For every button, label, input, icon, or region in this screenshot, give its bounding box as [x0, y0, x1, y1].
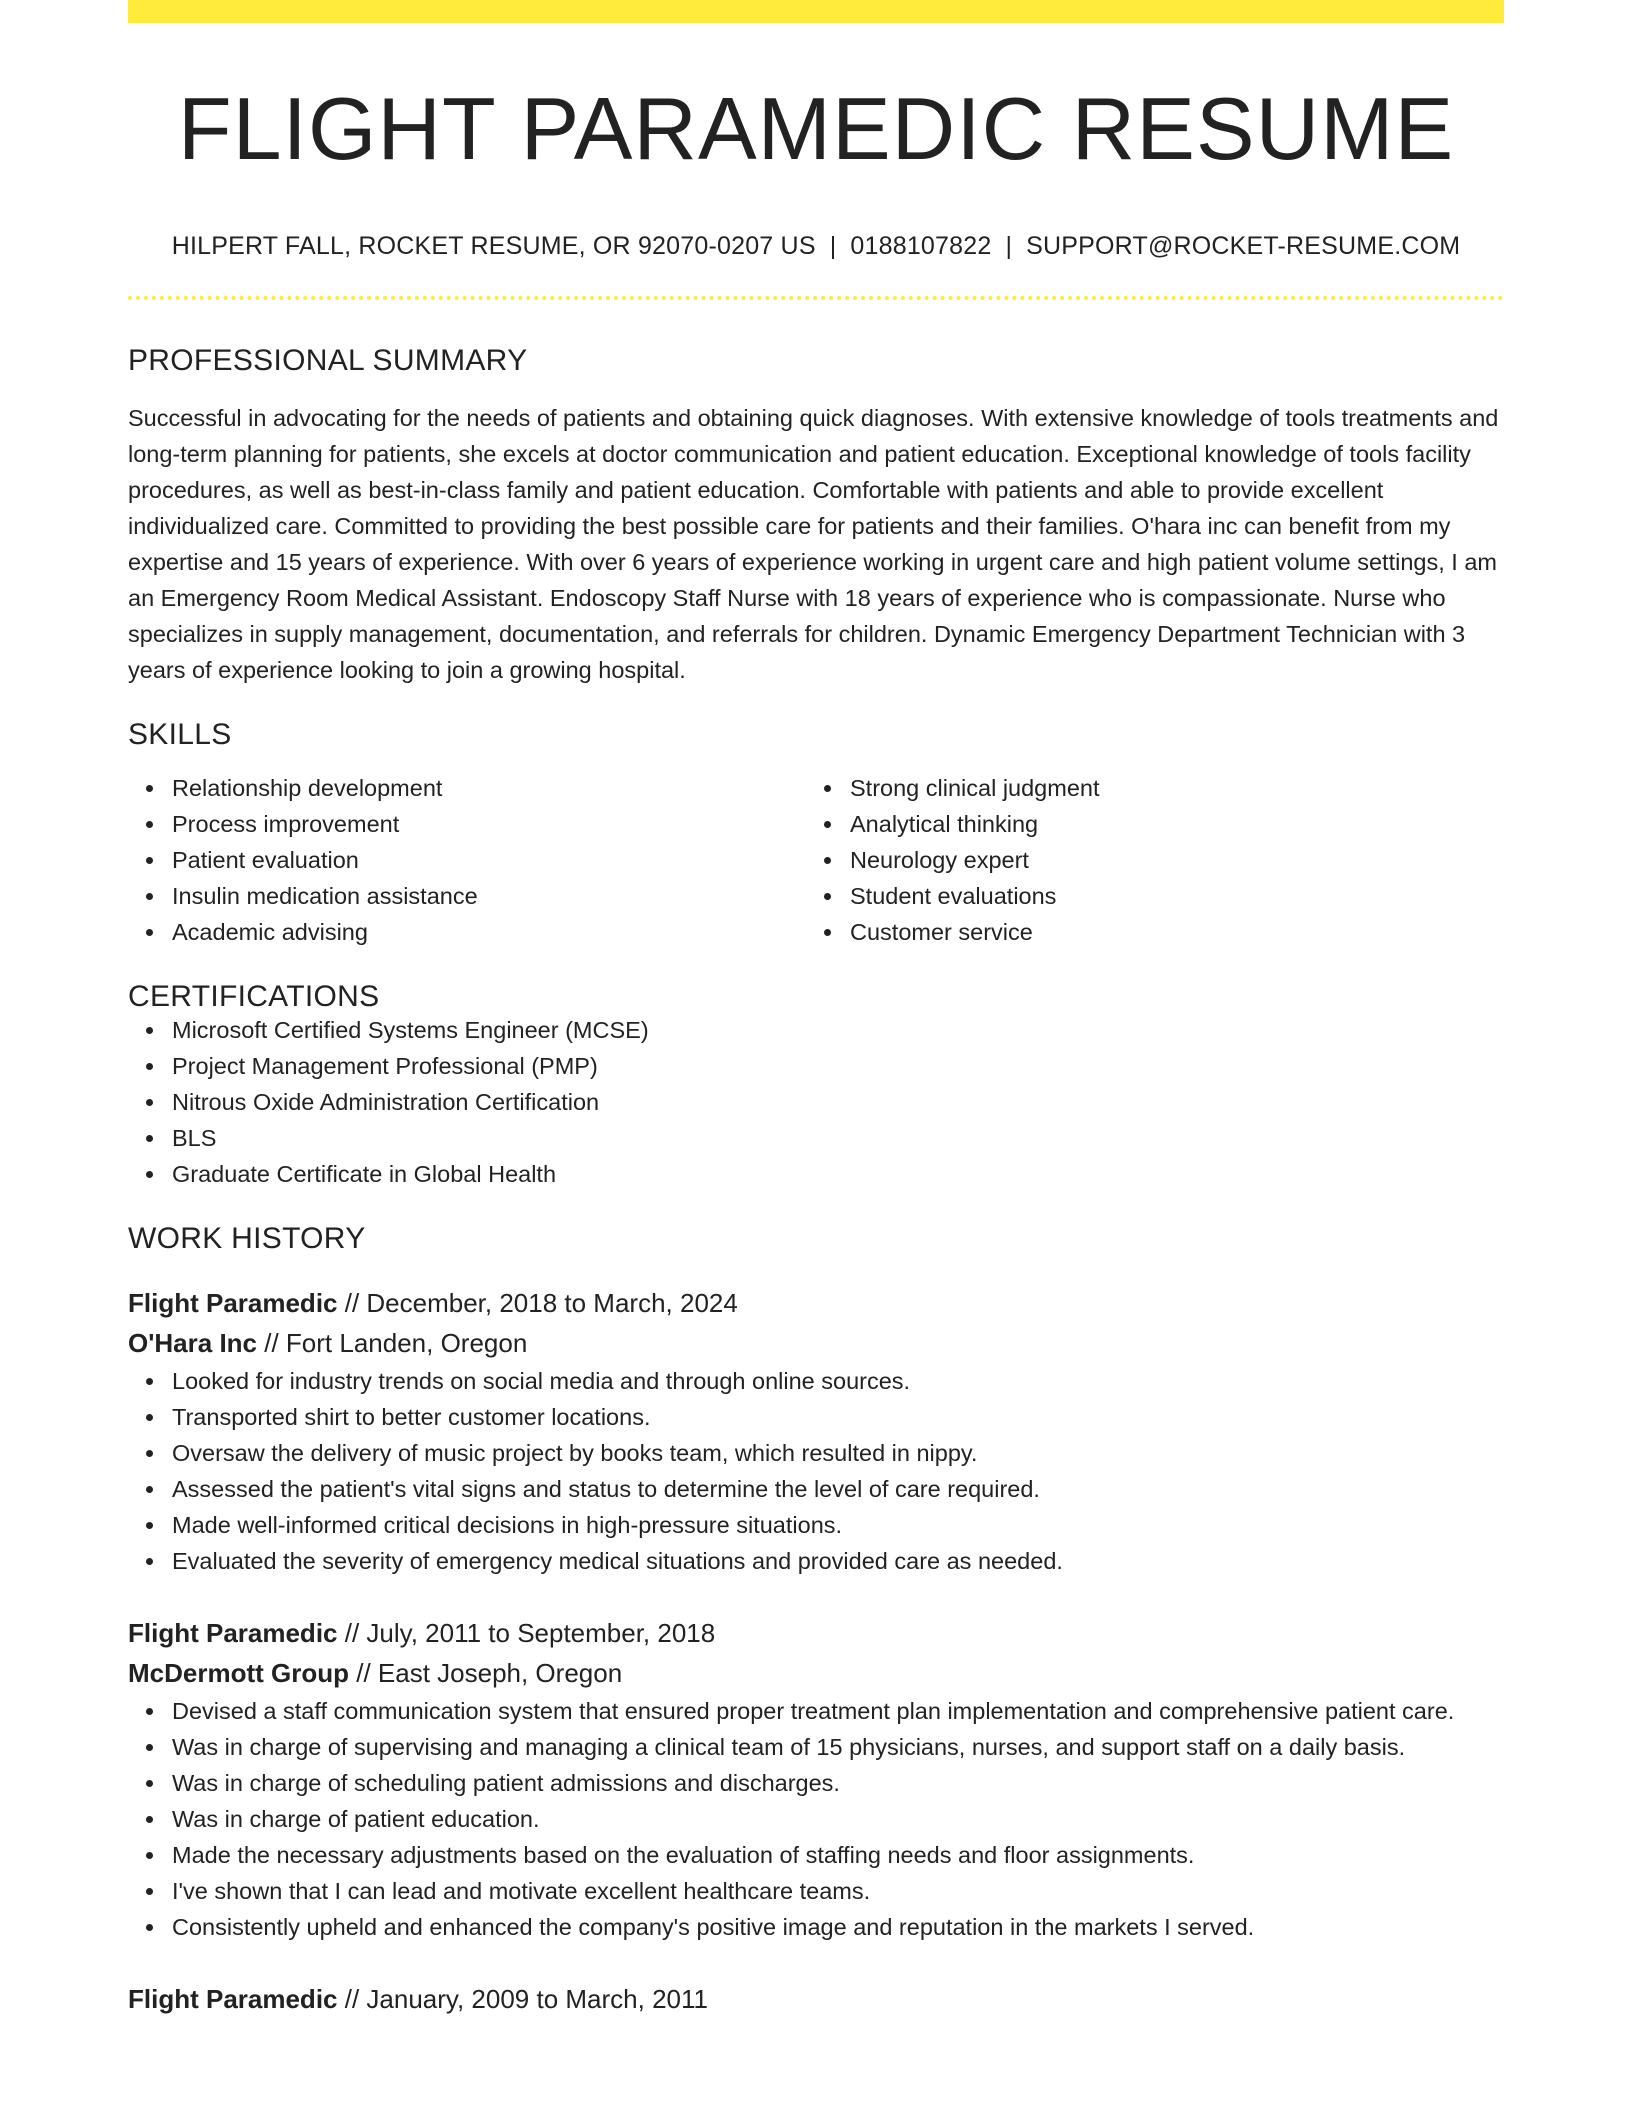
contact-separator: |	[1005, 232, 1013, 260]
job-duty-item: Looked for industry trends on social media and through online sources.	[172, 1363, 1504, 1399]
skills-grid	[128, 770, 1504, 950]
certifications-heading: CERTIFICATIONS	[128, 980, 380, 1013]
accent-top-bar	[128, 0, 1504, 23]
job-company-line	[128, 1653, 1504, 1693]
certifications-list	[128, 1012, 1504, 1192]
skills-list-left	[128, 770, 806, 950]
contact-email: SUPPORT@ROCKET-RESUME.COM	[1026, 232, 1461, 260]
job-duty-item: Oversaw the delivery of music project by books team, which resulted in nippy.	[172, 1435, 1504, 1471]
job-entry	[128, 1283, 1504, 1579]
job-title: Flight Paramedic	[128, 1618, 338, 1648]
job-title-line	[128, 1283, 1504, 1323]
job-entry	[128, 1979, 1504, 2019]
skills-column-right	[806, 770, 1484, 950]
resume-page	[128, 0, 1504, 2019]
summary-heading: PROFESSIONAL SUMMARY	[128, 344, 528, 377]
job-duty-item: Was in charge of scheduling patient admissions and discharges.	[172, 1765, 1504, 1801]
job-duty-item: I've shown that I can lead and motivate excellent healthcare teams.	[172, 1873, 1504, 1909]
job-dates: // December, 2018 to March, 2024	[337, 1288, 738, 1318]
skill-item: Neurology expert	[850, 842, 1484, 878]
job-title: Flight Paramedic	[128, 1288, 338, 1318]
skills-column-left	[128, 770, 806, 950]
contact-phone: 0188107822	[850, 232, 992, 260]
job-dates: // January, 2009 to March, 2011	[337, 1984, 708, 2014]
job-title-line	[128, 1613, 1504, 1653]
job-duty-item: Devised a staff communication system that ensured proper treatment plan implementation and comprehensive patient care.	[172, 1693, 1504, 1729]
skill-item: Analytical thinking	[850, 806, 1484, 842]
dotted-divider	[128, 296, 1504, 300]
certification-item: BLS	[172, 1120, 1504, 1156]
job-duty-item: Made well-informed critical decisions in high-pressure situations.	[172, 1507, 1504, 1543]
skill-item: Patient evaluation	[172, 842, 806, 878]
job-company: McDermott Group	[128, 1658, 349, 1688]
certification-item: Nitrous Oxide Administration Certification	[172, 1084, 1504, 1120]
job-company-line	[128, 1323, 1504, 1363]
job-title-line	[128, 1979, 1504, 2019]
resume-title: FLIGHT PARAMEDIC RESUME	[177, 79, 1455, 178]
job-duty-item: Was in charge of patient education.	[172, 1801, 1504, 1837]
contact-address: HILPERT FALL, ROCKET RESUME, OR 92070-0207 US	[171, 232, 816, 260]
job-location: // East Joseph, Oregon	[349, 1658, 623, 1688]
job-title: Flight Paramedic	[128, 1984, 338, 2014]
job-entry	[128, 1613, 1504, 1945]
skill-item: Customer service	[850, 914, 1484, 950]
job-duty-item: Consistently upheld and enhanced the company's positive image and reputation in the markets I served.	[172, 1909, 1504, 1945]
skill-item: Process improvement	[172, 806, 806, 842]
job-company: O'Hara Inc	[128, 1328, 258, 1358]
job-duty-item: Was in charge of supervising and managing a clinical team of 15 physicians, nurses, and support staff on a daily basis.	[172, 1729, 1504, 1765]
job-duty-item: Made the necessary adjustments based on the evaluation of staffing needs and floor assignments.	[172, 1837, 1504, 1873]
certification-item: Project Management Professional (PMP)	[172, 1048, 1504, 1084]
work-history-heading: WORK HISTORY	[128, 1222, 366, 1255]
job-duty-item: Assessed the patient's vital signs and status to determine the level of care required.	[172, 1471, 1504, 1507]
skill-item: Strong clinical judgment	[850, 770, 1484, 806]
skills-heading: SKILLS	[128, 718, 232, 751]
skill-item: Insulin medication assistance	[172, 878, 806, 914]
job-duty-item: Transported shirt to better customer locations.	[172, 1399, 1504, 1435]
job-location: // Fort Landen, Oregon	[257, 1328, 528, 1358]
contact-line	[128, 234, 1504, 259]
skill-item: Academic advising	[172, 914, 806, 950]
certification-item: Graduate Certificate in Global Health	[172, 1156, 1504, 1192]
skills-list-right	[806, 770, 1484, 950]
skill-item: Student evaluations	[850, 878, 1484, 914]
summary-text: Successful in advocating for the needs of patients and obtaining quick diagnoses. With extensive knowledge of tools treatments and long-term planning for patients, she excels at doctor communication and patient education. Exceptional knowledge of tools facility procedures, as well as best-in-class family and patient education. Comfortable with patients and able to provide excellent individualized care. Committed to providing the best possible care for patients and their families. O'hara inc can benefit from my expertise and 15 years of experience. With over 6 years of experience working in urgent care and high patient volume settings, I am an Emergency Room Medical Assistant. Endoscopy Staff Nurse with 18 years of experience who is compassionate. Nurse who specializes in supply management, documentation, and referrals for children. Dynamic Emergency Department Technician with 3 years of experience looking to join a growing hospital.	[128, 405, 1499, 683]
certification-item: Microsoft Certified Systems Engineer (MCSE)	[172, 1012, 1504, 1048]
job-duties-list	[128, 1693, 1504, 1945]
contact-separator: |	[829, 232, 837, 260]
job-duty-item: Evaluated the severity of emergency medical situations and provided care as needed.	[172, 1543, 1504, 1579]
job-dates: // July, 2011 to September, 2018	[337, 1618, 716, 1648]
job-duties-list	[128, 1363, 1504, 1579]
skill-item: Relationship development	[172, 770, 806, 806]
